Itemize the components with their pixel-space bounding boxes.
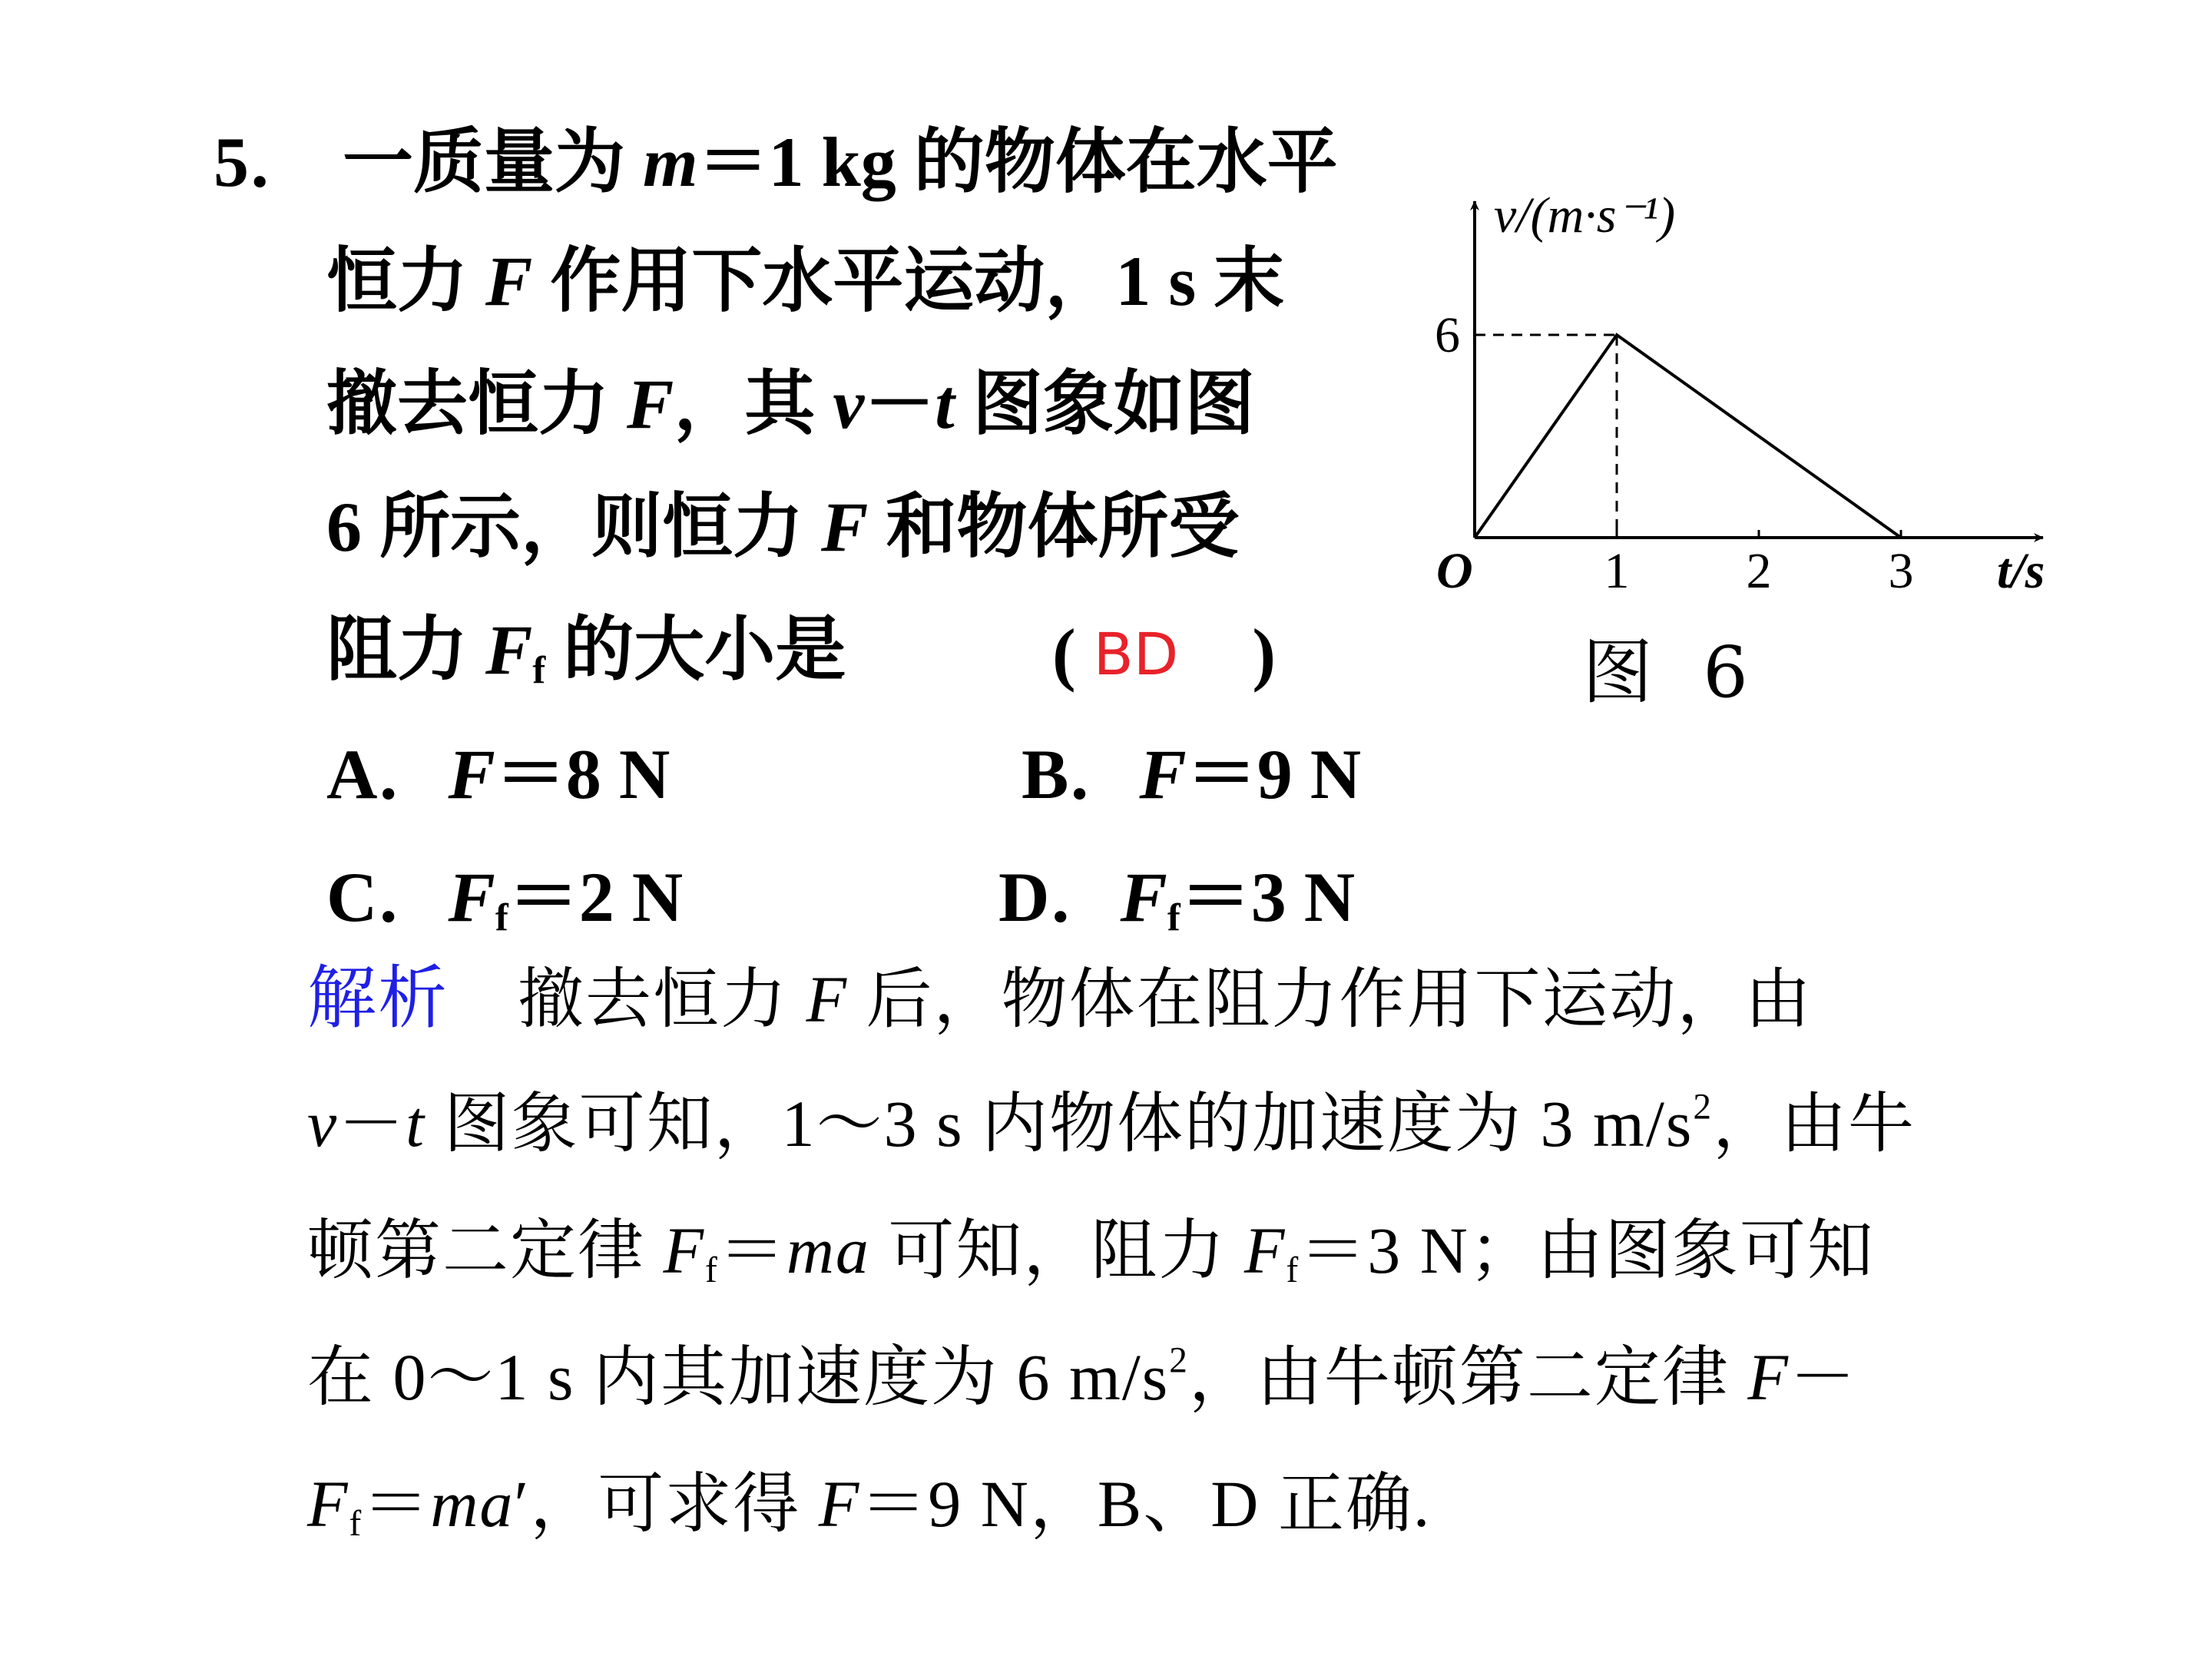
answer-value: BD [1093, 620, 1179, 688]
answer-bracket [1052, 614, 1276, 693]
x-tick-label: 2 [1746, 543, 1772, 599]
option-c[interactable]: C．$F_f=2$ N [326, 858, 684, 939]
x-tick-label: 3 [1888, 543, 1914, 599]
solution-line-5: $F_f=ma'$，可求得 F＝9 N，B、D 正确. [307, 1467, 1432, 1544]
option-b[interactable]: B．F＝9 N [1022, 735, 1362, 813]
y-axis-label: v/(m·s⁻¹) [1494, 187, 1676, 243]
figure-caption: 图 6 [1582, 631, 1762, 714]
problem-number: 5． [214, 123, 320, 201]
problem-line-3: 撤去恒力 F，其 v－t 图象如图 [326, 365, 1255, 443]
problem-line-1: 5． 一质量为 m＝1 kg 的物体在水平 [214, 123, 1338, 201]
option-a[interactable]: A．F＝8 N [326, 735, 671, 813]
solution-line-1: 解析 撤去恒力 F 后，物体在阻力作用下运动，由 [307, 958, 1813, 1038]
answer-bracket-open: ( [1052, 614, 1076, 693]
velocity-series-line [1475, 335, 1901, 538]
solution-line-2: v－t 图象可知，1～3 s 内物体的加速度为 3 $m/s^2$，由牛 [307, 1087, 1916, 1161]
problem-line-2: 恒力 F 作用下水平运动，1 s 末 [326, 242, 1285, 320]
answer-bracket-close: ) [1252, 614, 1276, 693]
problem-line-5: 阻力 $F_f$ 的大小是 [326, 611, 846, 692]
solution-line-3: 顿第二定律 $F_f=ma$ 可知，阻力 $F_f=3$ N；由图象可知 [307, 1214, 1875, 1290]
problem-line-4: 6 所示，则恒力 F 和物体所受 [326, 488, 1240, 566]
solution-label: 解析 [307, 958, 449, 1038]
x-axis-label: t/s [1997, 543, 2045, 599]
origin-label: O [1436, 543, 1473, 599]
x-tick-label: 1 [1604, 543, 1630, 599]
vt-graph [1413, 184, 2089, 614]
option-d[interactable]: D．$F_f=3$ N [998, 858, 1356, 939]
solution-line-4: 在 0～1 s 内其加速度为 6 $m/s^2$，由牛顿第二定律 F－ [307, 1340, 1857, 1414]
y-tick-label: 6 [1435, 307, 1460, 363]
